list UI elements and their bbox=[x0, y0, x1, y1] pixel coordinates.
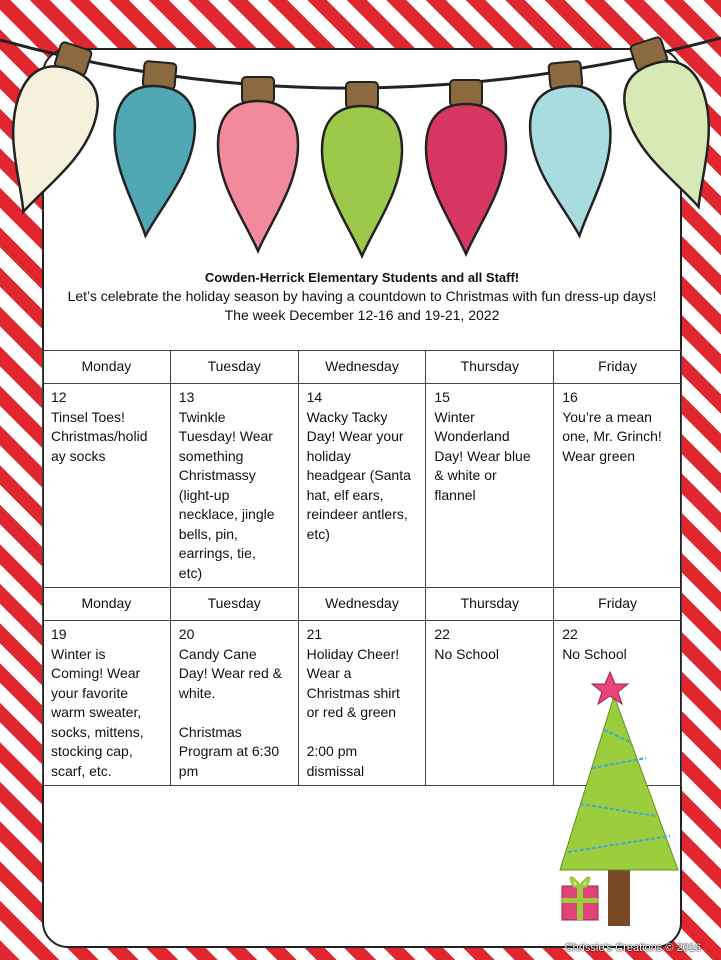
cell-text: 16 You’re a mean one, Mr. Grinch! Wear green bbox=[562, 389, 662, 464]
day-header-row bbox=[43, 351, 682, 384]
week-1-row bbox=[43, 384, 682, 588]
day-header: Friday bbox=[554, 351, 682, 384]
copyright-text: Chrissie’s Creations © 2016 bbox=[564, 942, 701, 954]
day-header: Thursday bbox=[426, 351, 554, 384]
christmas-tree-icon bbox=[552, 668, 682, 930]
light-bulb-icon bbox=[218, 77, 298, 251]
star-icon bbox=[592, 672, 628, 704]
day-header: Friday bbox=[554, 588, 682, 621]
day-header: Monday bbox=[43, 351, 171, 384]
cell-text: 19 Winter is Coming! Wear your favorite warm sweater, socks, mittens, stocking cap, scarf, etc. bbox=[51, 626, 144, 779]
day-header: Wednesday bbox=[298, 351, 426, 384]
calendar-cell bbox=[170, 621, 298, 786]
light-bulb-icon bbox=[106, 59, 201, 239]
calendar-cell bbox=[43, 621, 171, 786]
cell-text: 15 Winter Wonderland Day! Wear blue & white or flannel bbox=[434, 389, 531, 503]
light-bulb-icon bbox=[524, 59, 619, 239]
light-bulb-icon bbox=[322, 82, 402, 256]
tree-trunk bbox=[608, 866, 630, 926]
calendar-cell bbox=[43, 384, 171, 588]
calendar-cell bbox=[554, 384, 682, 588]
day-header: Tuesday bbox=[170, 588, 298, 621]
day-header: Monday bbox=[43, 588, 171, 621]
cell-text: 12 Tinsel Toes! Christmas/holid ay socks bbox=[51, 389, 148, 464]
header-dates: The week December 12-16 and 19-21, 2022 bbox=[224, 307, 500, 323]
header-intro: Let’s celebrate the holiday season by having a countdown to Christmas with fun dress-up days! bbox=[67, 288, 657, 304]
cell-text: 22 No School bbox=[434, 626, 499, 662]
cell-text: 21 Holiday Cheer! Wear a Christmas shirt or red & green 2:00 pm dismissal bbox=[306, 626, 400, 779]
christmas-lights-garland bbox=[0, 0, 721, 270]
day-header: Wednesday bbox=[298, 588, 426, 621]
calendar-cell bbox=[426, 621, 554, 786]
light-bulb-icon bbox=[607, 29, 721, 219]
day-header-row bbox=[43, 588, 682, 621]
page-header bbox=[44, 268, 680, 325]
light-bulb-icon bbox=[426, 80, 506, 254]
cell-text: 20 Candy Cane Day! Wear red & white. Christmas Program at 6:30 pm bbox=[178, 626, 283, 779]
calendar-cell bbox=[426, 384, 554, 588]
cell-text: 22 No School bbox=[562, 626, 627, 662]
cell-text: 13 Twinkle Tuesday! Wear something Christmassy (light-up necklace, jingle bells, pin, earrings, tie, etc) bbox=[178, 389, 275, 581]
day-header: Tuesday bbox=[170, 351, 298, 384]
calendar-cell bbox=[298, 384, 426, 588]
calendar-cell bbox=[170, 384, 298, 588]
day-header: Thursday bbox=[426, 588, 554, 621]
cell-text: 14 Wacky Tacky Day! Wear your holiday headgear (Santa hat, elf ears, reindeer antlers, etc) bbox=[306, 389, 411, 542]
page-title: Cowden-Herrick Elementary Students and all Staff! bbox=[204, 270, 520, 285]
calendar-cell bbox=[298, 621, 426, 786]
gift-icon bbox=[562, 878, 598, 920]
